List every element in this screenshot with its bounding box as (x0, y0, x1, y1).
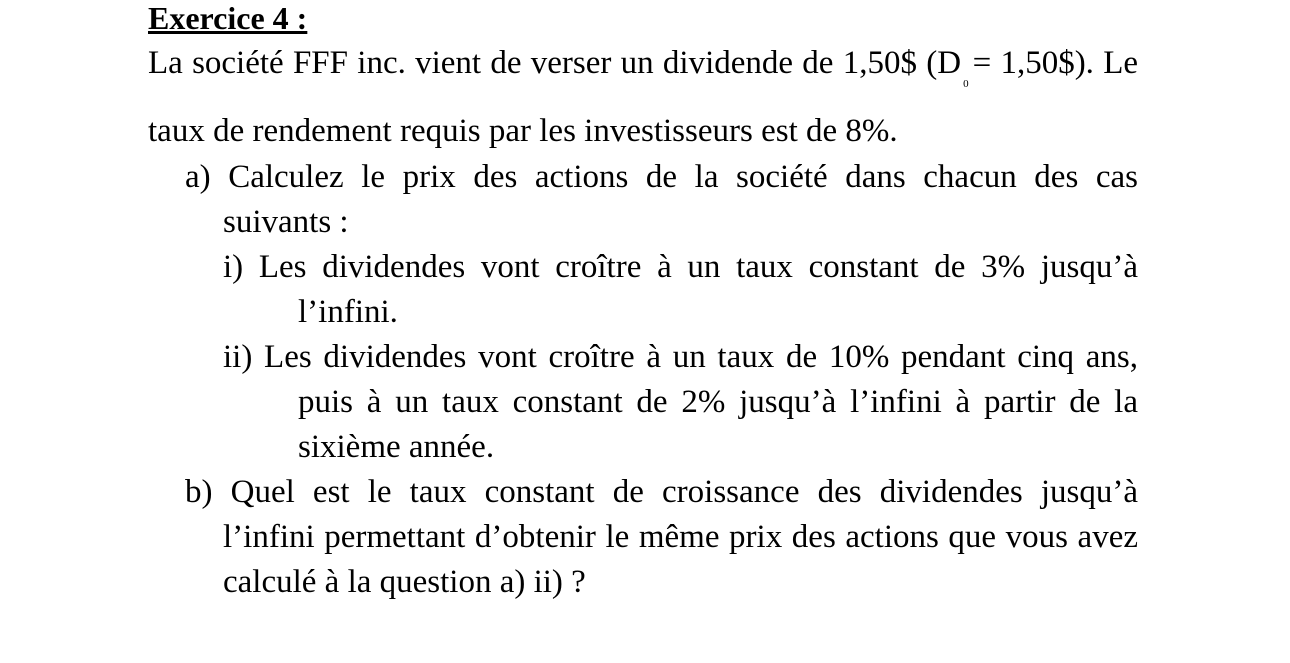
question-a-i: i) Les dividendes vont croître à un taux constant de 3% jusqu’à l’infini. (223, 249, 1138, 330)
intro-text-part1: La société FFF inc. vient de verser un dividende de 1,50$ (D (148, 45, 962, 81)
intro-text-part2: = 1,50$). Le taux de rendement requis par les investisseurs est de 8%. (148, 45, 1138, 149)
question-a-ii: ii) Les dividendes vont croître à un taux de 10% pendant cinq ans, puis à un taux constant de 2% jusqu’à l’infini à partir de la sixième année. (223, 339, 1138, 465)
intro-subscript: 0 (963, 78, 969, 90)
question-b: b) Quel est le taux constant de croissance des dividendes jusqu’à l’infini permettant d’obtenir le même prix des actions que vous avez calculé à la question a) ii) ? (185, 474, 1138, 600)
question-a: a) Calculez le prix des actions de la société dans chacun des cas suivants : (185, 159, 1138, 240)
exercise-title: Exercice 4 : (148, 0, 308, 36)
exercise-document (148, 0, 1138, 605)
exercise-intro (148, 40, 1138, 155)
